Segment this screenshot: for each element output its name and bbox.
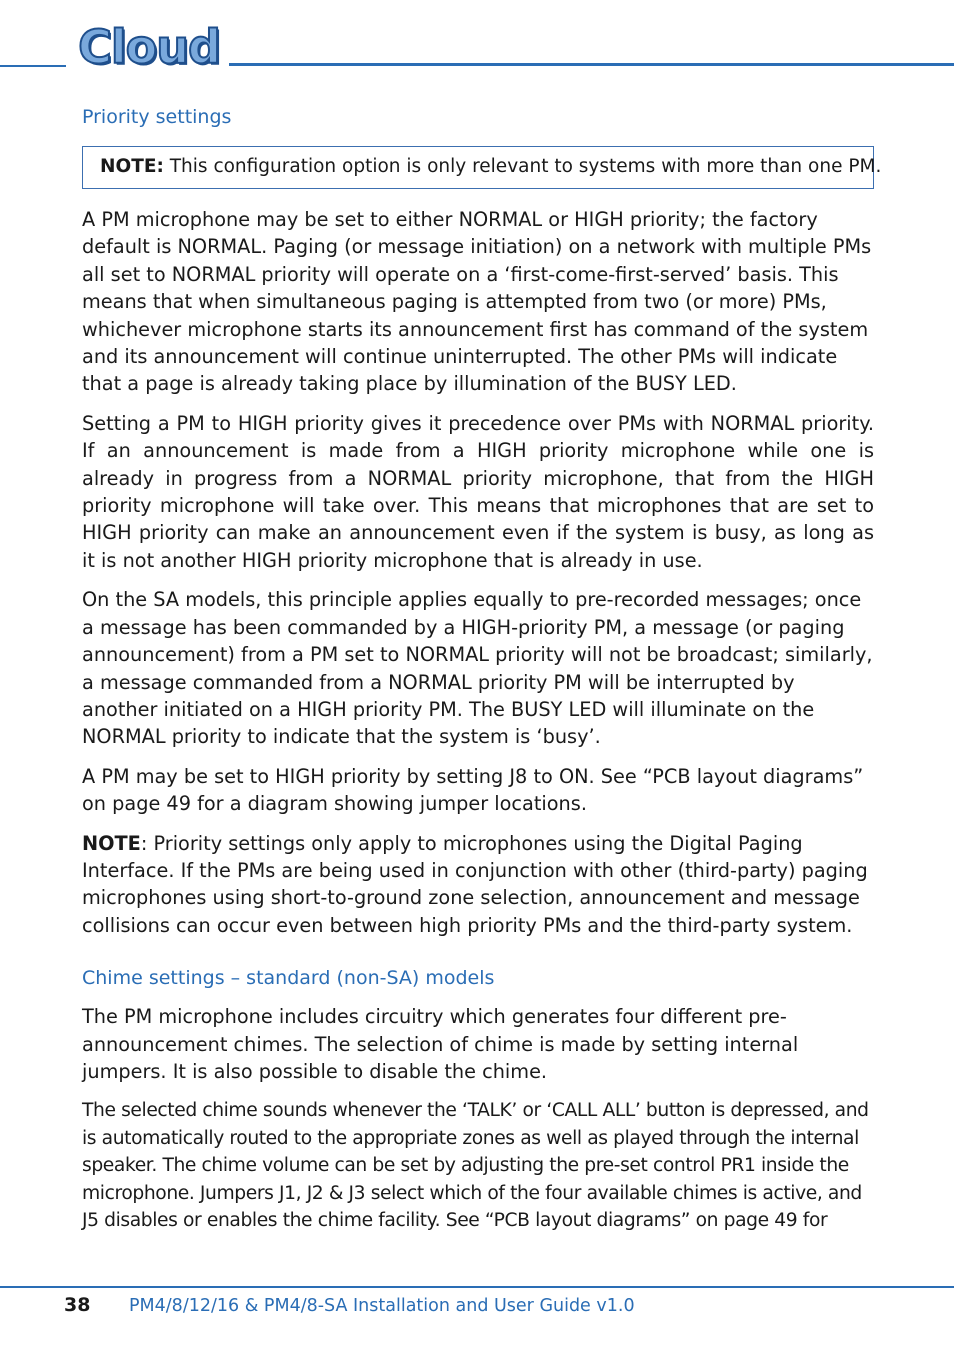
note-label: NOTE: xyxy=(100,156,164,177)
cloud-logo: Cloud xyxy=(78,20,220,74)
paragraph-jumper-j8: A PM may be set to HIGH priority by setting J8 to ON. See “PCB layout diagrams” on page 49 for a diagram showing jumper locations. xyxy=(82,764,864,816)
paragraph-priority-intro: A PM microphone may be set to either NORMAL or HIGH priority; the factory default is NORMAL. Paging (or message initiation) on a network with multiple PMs all set to NORMAL priority will operate on a ‘first-come-first-served’ basis. This means that when simultaneous paging is attempted from two (or more) PMs, whichever microphone starts its announcement first has command of the system and its announcement will continue uninterrupted. The other PMs will indicate that a page is already taking place by illumination of the BUSY LED. xyxy=(82,208,872,396)
paragraph-high-priority: Setting a PM to HIGH priority gives it precedence over PMs with NORMAL priority. If an announcement is made from a HIGH priority microphone while one is already in progress from a NORMAL priority microphone, that from the HIGH priority microphone will take over. This means that microphones that are set to HIGH priority can make an announcement even if the system is busy, as long as it is not another HIGH priority microphone that is already in use. xyxy=(82,411,874,572)
page-number: 38 xyxy=(64,1294,91,1316)
footer-rule xyxy=(0,1286,954,1288)
footer-guide-title: PM4/8/12/16 & PM4/8-SA Installation and User Guide v1.0 xyxy=(129,1296,635,1316)
header-rule-right xyxy=(229,63,954,66)
note-text: This configuration option is only relevant to systems with more than one PM. xyxy=(163,156,882,177)
header-rule-left xyxy=(0,65,66,67)
paragraph-sa-models: On the SA models, this principle applies equally to pre-recorded messages; once a message has been commanded by a HIGH-priority PM, a message (or paging announcement) from a PM set to NORMAL priority will not be broadcast; similarly, a message commanded from a NORMAL priority PM will be interrupted by another initiated on a HIGH priority PM. The BUSY LED will illuminate on the NORMAL priority to indicate that the system is ‘busy’. xyxy=(82,588,873,749)
note-box xyxy=(82,146,882,189)
paragraph-chime-detail: The selected chime sounds whenever the ‘TALK’ or ‘CALL ALL’ button is depressed, and is automatically routed to the appropriate zones as well as played through the internal speaker. The chime volume can be set by adjusting the pre-set control PR1 inside the microphone. Jumpers J1, J2 & J3 select which of the four available chimes is active, and J5 disables or enables the chime facility. See “PCB layout diagrams” on page 49 for xyxy=(82,1100,869,1231)
section-heading-chime: Chime settings – standard (non-SA) models xyxy=(82,967,495,990)
paragraph-priority-note xyxy=(82,830,874,940)
page-content xyxy=(82,104,882,1234)
paragraph-chime-intro: The PM microphone includes circuitry which generates four different pre-announcement chimes. The selection of chime is made by setting internal jumpers. It is also possible to disable the chime. xyxy=(82,1005,799,1083)
section-heading-priority: Priority settings xyxy=(82,106,232,128)
priority-note-text: : Priority settings only apply to microphones using the Digital Paging Interface. If the PMs are being used in conjunction with other (third-party) paging microphones using short-to-ground zone selection, announcement and message collisions can occur even between high priority PMs and the third-party system. xyxy=(82,831,868,937)
priority-note-label: NOTE xyxy=(82,831,141,855)
